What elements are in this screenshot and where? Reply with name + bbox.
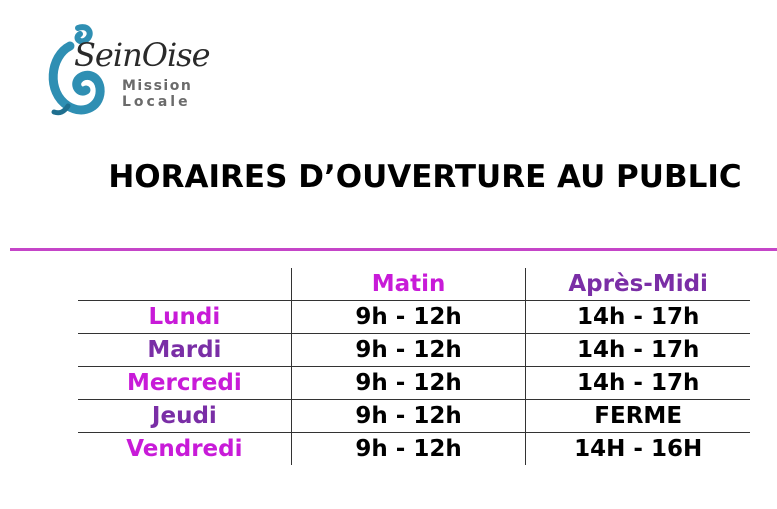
opening-hours-table (78, 268, 750, 465)
table-row (78, 334, 750, 367)
table-row (78, 400, 750, 433)
header-afternoon: Après-Midi (526, 268, 750, 301)
afternoon-hours: FERME (526, 400, 750, 433)
afternoon-hours: 14h - 17h (526, 301, 750, 334)
day-label: Mercredi (78, 367, 291, 400)
day-label: Mardi (78, 334, 291, 367)
table-header-row (78, 268, 750, 301)
afternoon-hours: 14H - 16H (526, 433, 750, 466)
header-morning: Matin (291, 268, 526, 301)
table-row (78, 301, 750, 334)
table-row (78, 367, 750, 400)
morning-hours: 9h - 12h (291, 334, 526, 367)
morning-hours: 9h - 12h (291, 400, 526, 433)
logo-line-2: Locale (122, 94, 191, 110)
table-row (78, 433, 750, 466)
page-title: HORAIRES D’OUVERTURE AU PUBLIC (108, 159, 742, 195)
day-label: Lundi (78, 301, 291, 334)
day-label: Jeudi (78, 400, 291, 433)
logo-line-1: Mission (122, 78, 193, 94)
logo-brand: SeinOise (74, 36, 210, 74)
title-divider (10, 248, 777, 251)
afternoon-hours: 14h - 17h (526, 334, 750, 367)
logo (44, 22, 210, 122)
morning-hours: 9h - 12h (291, 367, 526, 400)
day-label: Vendredi (78, 433, 291, 466)
morning-hours: 9h - 12h (291, 433, 526, 466)
morning-hours: 9h - 12h (291, 301, 526, 334)
header-day (78, 268, 291, 301)
afternoon-hours: 14h - 17h (526, 367, 750, 400)
